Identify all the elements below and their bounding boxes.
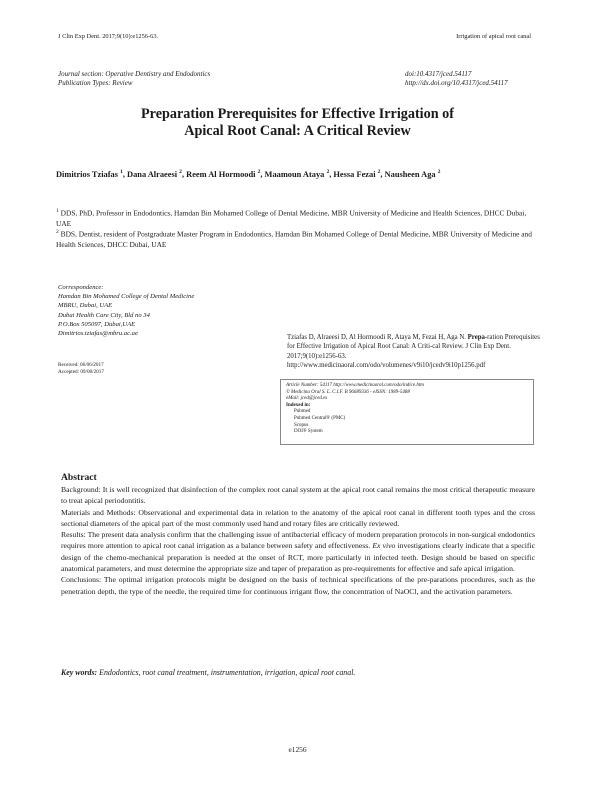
correspondence-block	[58, 283, 194, 338]
correspondence-line: MBRU, Dubai, UAE	[58, 302, 113, 310]
abstract-heading: Abstract	[61, 472, 97, 483]
author-name: Dimitrios Tziafas	[56, 169, 118, 179]
abstract-results	[61, 529, 535, 574]
copyright-line: © Medicina Oral S. L. C.I.F. B 96689336 - eISSN: 1989-5488	[286, 389, 410, 395]
received-date: Received: 06/06/2017	[58, 362, 104, 368]
citation-block	[287, 333, 549, 371]
author-sup: 2	[437, 169, 441, 175]
citation-authors: Tziafas D, Alraeesi D, Al Hormoodi R, Ataya M, Fezai H, Aga N.	[287, 334, 468, 341]
doi-link[interactable]: http://dx.doi.org/10.4317/jced.54117	[405, 79, 508, 87]
abstract-methods: Materials and Methods: Observational and experimental data in relation to the anatomy of the apical root canal in different tooth types and the cross sectional diameters of the apical part of the most commonly used hand and rotary files are critically reviewed.	[61, 507, 535, 528]
doi: doi:10.4317/jced.54117	[405, 70, 472, 78]
index-item: Pubmed	[294, 409, 311, 415]
affiliation-sup: 2	[56, 229, 59, 235]
results-text: Results: The present data analysis confirm that the challenging issue of antibacterial efficacy of modern preparation protocols in non-surgical endodontics requires more attention to apical root canal irrigation as a balance between safety and effectiveness.	[61, 530, 535, 551]
dates-block	[58, 362, 104, 376]
author-sep: ,	[380, 169, 385, 179]
affiliation-text: BDS, Dentist, resident of Postgraduate Master Program in Endodontics, Hamdan Bin Mohamed College of Dental Medicine, MBR University of Medicine and Health Sciences, DHCC Dubai, UAE	[56, 229, 532, 250]
index-item: DOI® System	[294, 429, 323, 435]
index-item: Scopus	[294, 422, 309, 428]
article-info-box	[280, 379, 534, 445]
abstract-section	[61, 472, 535, 597]
author-sup: 1	[120, 169, 123, 175]
index-item: Pubmed Central® (PMC)	[294, 415, 346, 421]
keywords-text: Endodontics, root canal treatment, instrumentation, irrigation, apical root canal.	[97, 668, 356, 677]
email-line: eMail: jced@jced.es	[286, 396, 328, 402]
author-list	[56, 169, 440, 179]
author-name: Nausheen Aga	[384, 169, 436, 179]
accepted-date: Accepted: 09/08/2017	[58, 369, 104, 375]
correspondence-email[interactable]: Dimitrios.tziafas@mbru.ac.ae	[58, 330, 138, 338]
abstract-conclusions: Conclusions: The optimal irrigation protocols might be designed on the basis of technical specifications of the pre-parations procedures, such as the penetration depth, the type of the needle, the required time for continuous irrigant flow, the concentration of NaOCl, and the activation parameters.	[61, 575, 535, 596]
title-line-1: Preparation Prerequisites for Effective Irrigation of	[141, 106, 454, 122]
author-name: Reem Al Hormoodi	[186, 169, 256, 179]
running-header-right: Irrigation of apical root canal	[456, 33, 531, 40]
correspondence-line: Dubai Health Care City, Bld no 34	[58, 311, 150, 319]
title-line-2: Apical Root Canal: A Critical Review	[184, 123, 411, 139]
keywords-label: Key words:	[61, 668, 98, 677]
article-number: Article Number: 54117 http://www.medicinaoral.com/odo/indice.htm	[286, 383, 424, 388]
journal-section	[58, 70, 210, 88]
citation-title-rest: ration Prerequisites for Effective Irrigation of Apical Root Canal: A Criti-cal Review. J Clin Exp Dent. 2017;9(10):e1256-63.	[287, 334, 540, 360]
affiliation-text: DDS, PhD, Professor in Endodontics, Hamdan Bin Mohamed College of Dental Medicine, MBR University of Medicine and Health Sciences, DHCC Dubai, UAE	[56, 208, 527, 229]
doi-block	[405, 70, 508, 88]
page-number: e1256	[288, 745, 307, 754]
running-header-left: J Clin Exp Dent. 2017;9(10):e1256-63.	[58, 33, 159, 40]
correspondence-label: Correspondence:	[58, 284, 104, 291]
author-sep: ,	[329, 169, 334, 179]
citation-url[interactable]: http://www.medicinaoral.com/odo/volumenes/v9i10/jcedv9i10p1256.pdf	[287, 362, 486, 370]
author-sup: 2	[179, 169, 182, 175]
author-sep: ,	[181, 169, 187, 179]
author-sup: 2	[377, 169, 381, 175]
affiliation-2	[56, 227, 534, 250]
results-text-cont: investigations clearly indicate that a specific design of the chemo-mechanical preparation is needed at the onset of RCT, more particularly in infected teeth. Design should be based on specific anatomical parameters, and must determine the appropriate size and taper of preparation as pre-requirements for effective and safe apical irrigation.	[61, 541, 536, 574]
abstract-background: Background: It is well recognized that disinfection of the complex root canal system at the apical root canal remains the most critical therapeutic measure to treat apical periodontitis.	[61, 485, 535, 506]
indexed-label: Indexed in:	[286, 402, 311, 408]
affiliation-sup: 1	[56, 208, 59, 214]
correspondence-line: P.O.Box 505097, Dubai,UAE	[58, 320, 136, 328]
author-name: Hessa Fezai	[333, 169, 376, 179]
author-sup: 2	[257, 169, 261, 175]
keywords-line	[61, 668, 355, 677]
section-line: Journal section: Operative Dentistry and Endodontics	[58, 70, 211, 78]
author-sep: ,	[122, 169, 128, 179]
author-name: Dana Alraeesi	[127, 169, 178, 179]
article-title	[60, 106, 535, 140]
publication-type: Publication Types: Review	[58, 79, 133, 87]
author-sep: ,	[260, 169, 265, 179]
citation-title-start: Prepa-	[467, 334, 488, 341]
author-name: Maamoun Ataya	[264, 169, 325, 179]
results-italic: Ex vivo	[372, 541, 396, 551]
author-sup: 2	[326, 169, 330, 175]
affiliation-1	[56, 206, 534, 229]
correspondence-line: Hamdan Bin Mohamed College of Dental Medicine	[58, 293, 195, 301]
